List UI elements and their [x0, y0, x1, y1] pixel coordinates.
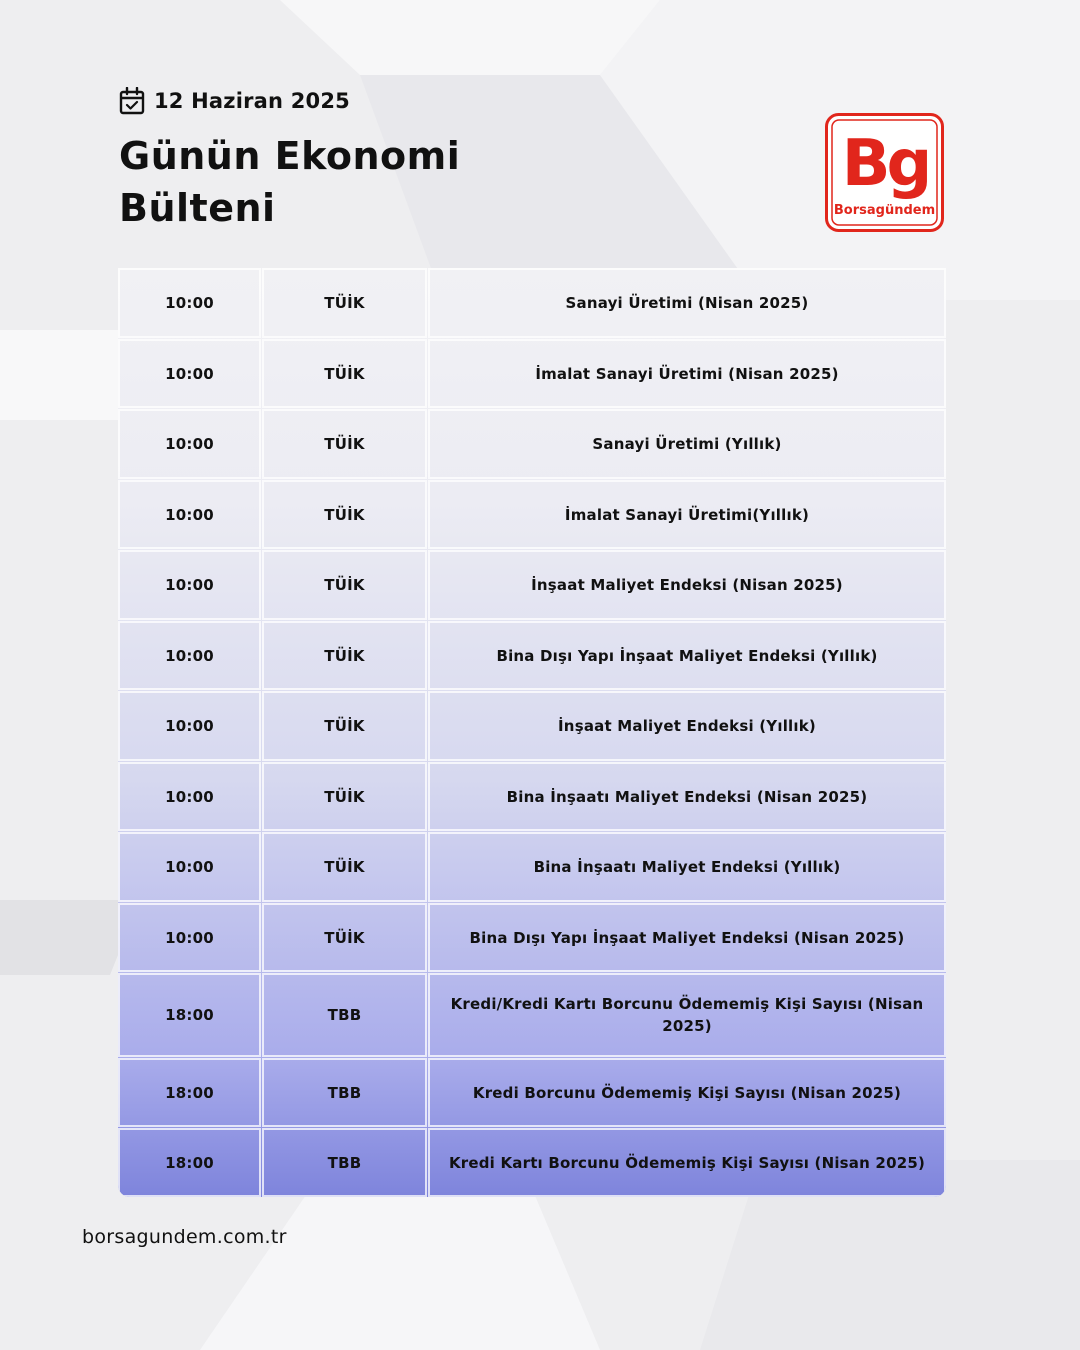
table-row — [118, 480, 946, 549]
event-cell: Bina Dışı Yapı İnşaat Maliyet Endeksi (Yıllık) — [428, 621, 946, 690]
time-cell: 10:00 — [118, 621, 261, 690]
event-cell: İmalat Sanayi Üretimi(Yıllık) — [428, 480, 946, 549]
event-cell: İnşaat Maliyet Endeksi (Nisan 2025) — [428, 550, 946, 620]
website-link[interactable]: borsagundem.com.tr — [82, 1226, 287, 1248]
event-cell: Kredi/Kredi Kartı Borcunu Ödememiş Kişi Sayısı (Nisan 2025) — [428, 973, 946, 1057]
table-row — [118, 973, 946, 1057]
table-row — [118, 903, 946, 972]
time-cell: 10:00 — [118, 903, 261, 972]
calendar-check-icon — [119, 87, 145, 115]
table-row — [118, 339, 946, 408]
event-cell: Bina Dışı Yapı İnşaat Maliyet Endeksi (Nisan 2025) — [428, 903, 946, 972]
source-cell: TÜİK — [262, 480, 427, 549]
source-cell: TÜİK — [262, 903, 427, 972]
table-row — [118, 832, 946, 902]
source-cell: TÜİK — [262, 762, 427, 831]
table-row — [118, 268, 946, 338]
source-cell: TÜİK — [262, 691, 427, 761]
schedule-table — [118, 268, 946, 1197]
table-row — [118, 409, 946, 479]
title-line-1: Günün Ekonomi — [119, 134, 461, 178]
bulletin-date: 12 Haziran 2025 — [154, 89, 350, 113]
table-row — [118, 762, 946, 831]
table-row — [118, 691, 946, 761]
source-cell: TÜİK — [262, 550, 427, 620]
source-cell: TBB — [262, 1058, 427, 1127]
event-cell: Bina İnşaatı Maliyet Endeksi (Nisan 2025) — [428, 762, 946, 831]
source-cell: TBB — [262, 1128, 427, 1197]
time-cell: 18:00 — [118, 1128, 261, 1197]
event-cell: İnşaat Maliyet Endeksi (Yıllık) — [428, 691, 946, 761]
time-cell: 18:00 — [118, 973, 261, 1057]
logo-mark: Bg — [841, 127, 929, 201]
event-cell: Sanayi Üretimi (Nisan 2025) — [428, 268, 946, 338]
date-row — [119, 86, 350, 116]
time-cell: 10:00 — [118, 550, 261, 620]
time-cell: 10:00 — [118, 762, 261, 831]
event-cell: Bina İnşaatı Maliyet Endeksi (Yıllık) — [428, 832, 946, 902]
event-cell: Sanayi Üretimi (Yıllık) — [428, 409, 946, 479]
table-row — [118, 1058, 946, 1127]
logo-name: Borsagündem — [833, 203, 936, 218]
source-cell: TÜİK — [262, 832, 427, 902]
title-line-2: Bülteni — [119, 186, 276, 230]
source-cell: TÜİK — [262, 339, 427, 408]
source-cell: TÜİK — [262, 409, 427, 479]
table-row — [118, 621, 946, 690]
source-cell: TBB — [262, 973, 427, 1057]
time-cell: 10:00 — [118, 480, 261, 549]
time-cell: 10:00 — [118, 339, 261, 408]
event-cell: İmalat Sanayi Üretimi (Nisan 2025) — [428, 339, 946, 408]
source-cell: TÜİK — [262, 268, 427, 338]
source-cell: TÜİK — [262, 621, 427, 690]
event-cell: Kredi Kartı Borcunu Ödememiş Kişi Sayısı (Nisan 2025) — [428, 1128, 946, 1197]
event-cell: Kredi Borcunu Ödememiş Kişi Sayısı (Nisan 2025) — [428, 1058, 946, 1127]
page-title — [119, 130, 460, 234]
time-cell: 10:00 — [118, 691, 261, 761]
table-row — [118, 1128, 946, 1197]
time-cell: 10:00 — [118, 832, 261, 902]
time-cell: 18:00 — [118, 1058, 261, 1127]
time-cell: 10:00 — [118, 268, 261, 338]
time-cell: 10:00 — [118, 409, 261, 479]
table-row — [118, 550, 946, 620]
borsagundem-logo — [825, 113, 944, 232]
